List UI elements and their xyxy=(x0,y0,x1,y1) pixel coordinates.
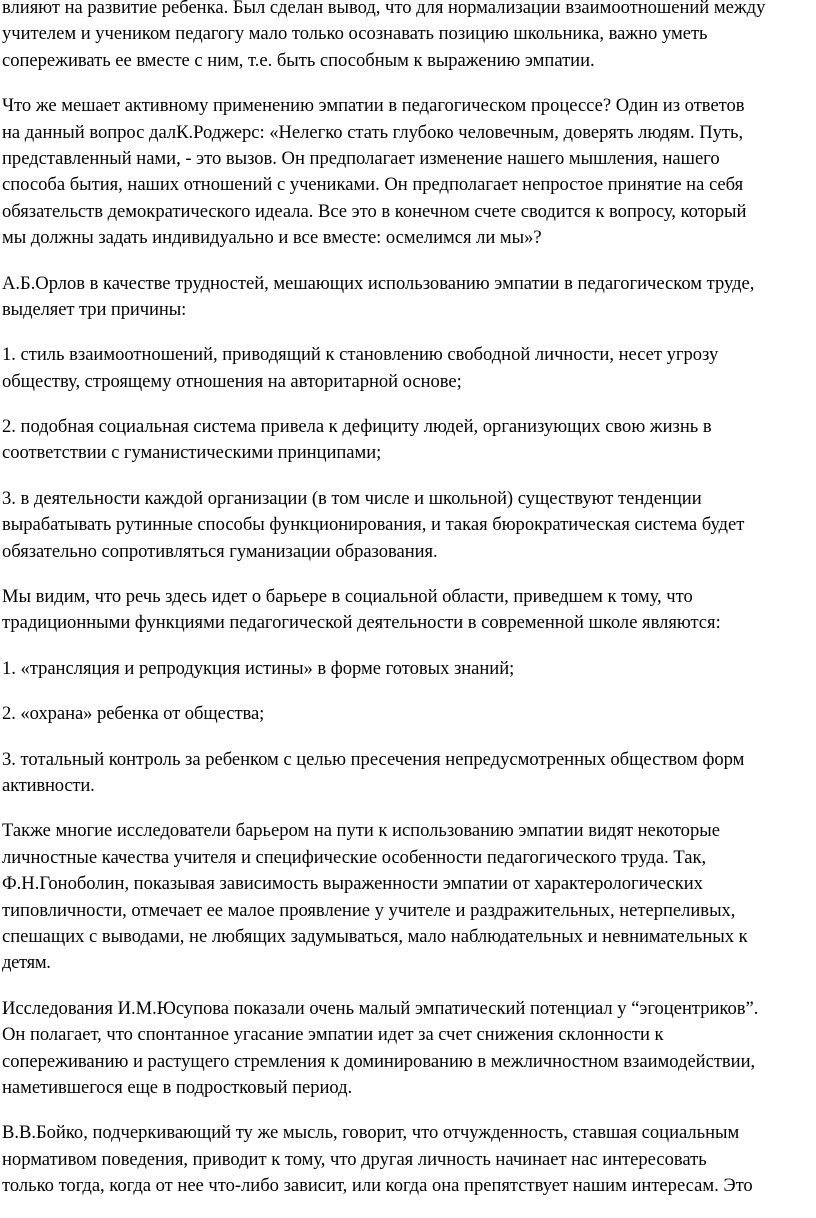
text-line: Мы видим, что речь здесь идет о барьере в социальной области, приведшем к тому, что xyxy=(2,586,693,608)
paragraph xyxy=(2,656,816,682)
text-line: активности. xyxy=(2,774,95,796)
text-line: влияют на развитие ребенка. Был сделан вывод, что для нормализации взаимоотношений между xyxy=(2,0,766,18)
text-line: 2. подобная социальная система привела к дефициту людей, организующих свою жизнь в xyxy=(2,416,712,438)
text-line: 1. стиль взаимоотношений, приводящий к становлению свободной личности, несет угрозу xyxy=(2,344,719,366)
paragraph xyxy=(2,342,816,395)
text-line: вырабатывать рутинные способы функционирования, и такая бюрократическая система будет xyxy=(2,514,745,536)
text-line: нормативом поведения, приводит к тому, что другая личность начинает нас интересовать xyxy=(2,1148,707,1170)
paragraph xyxy=(2,414,816,467)
text-line: соответствии с гуманистическими принципами; xyxy=(2,442,382,464)
paragraph xyxy=(2,0,816,74)
text-line: мы должны задать индивидуально и все вместе: осмелимся ли мы»? xyxy=(2,227,542,249)
text-line: обязательств демократического идеала. Все это в конечном счете сводится к вопросу, который xyxy=(2,200,747,222)
paragraph xyxy=(2,818,816,976)
text-line: на данный вопрос далК.Роджерс: «Нелегко стать глубоко человечным, доверять людям. Путь, xyxy=(2,121,744,143)
text-line: Также многие исследователи барьером на пути к использованию эмпатии видят некоторые xyxy=(2,820,720,842)
text-line: только тогда, когда от нее что-либо зависит, или когда она препятствует нашим интересам. Это xyxy=(2,1175,753,1197)
text-line: 2. «охрана» ребенка от общества; xyxy=(2,703,265,725)
text-line: А.Б.Орлов в качестве трудностей, мешающих использованию эмпатии в педагогическом труде, xyxy=(2,272,755,294)
text-line: Ф.Н.Гоноболин, показывая зависимость выраженности эмпатии от характерологических xyxy=(2,873,703,895)
text-line: обществу, строящему отношения на авторитарной основе; xyxy=(2,370,462,392)
text-line: сопереживанию и растущего стремления к доминированию в межличностном взаимодействии, xyxy=(2,1050,756,1072)
text-line: Он полагает, что спонтанное угасание эмпатии идет за счет снижения склонности к xyxy=(2,1024,664,1046)
text-line: сопереживать ее вместе с ним, т.е. быть способным к выражению эмпатии. xyxy=(2,49,595,71)
text-line: личностные качества учителя и специфические особенности педагогического труда. Так, xyxy=(2,846,707,868)
paragraph xyxy=(2,271,816,324)
paragraph xyxy=(2,747,816,800)
text-line: способа бытия, наших отношений с учениками. Он предполагает непростое принятие на себя xyxy=(2,174,744,196)
text-line: выделяет три причины: xyxy=(2,298,187,320)
text-line: представленный нами, - это вызов. Он предполагает изменение нашего мышления, нашего xyxy=(2,147,720,169)
text-line: обязательно сопротивляться гуманизации образования. xyxy=(2,540,438,562)
text-line: традиционными функциями педагогической деятельности в современной школе являются: xyxy=(2,612,721,634)
paragraph xyxy=(2,486,816,565)
text-line: 3. в деятельности каждой организации (в том числе и школьной) существуют тенденции xyxy=(2,487,702,509)
paragraph xyxy=(2,701,816,727)
text-line: 3. тотальный контроль за ребенком с целью пресечения непредусмотренных обществом форм xyxy=(2,748,745,770)
text-line: Исследования И.М.Юсупова показали очень малый эмпатический потенциал у “эгоцентриков”. xyxy=(2,997,759,1019)
paragraph xyxy=(2,584,816,637)
text-line: наметившегося еще в подростковый период. xyxy=(2,1076,353,1098)
paragraph xyxy=(2,1120,816,1199)
text-line: типовличности, отмечает ее малое проявление у учителе и раздражительных, нетерпеливых, xyxy=(2,899,736,921)
text-line: учителем и учеником педагогу мало только осознавать позицию школьника, важно уметь xyxy=(2,23,708,45)
text-line: В.В.Бойко, подчеркивающий ту же мысль, говорит, что отчужденность, ставшая социальным xyxy=(2,1122,740,1144)
paragraph xyxy=(2,93,816,251)
text-line: спешащих с выводами, не любящих задумываться, мало наблюдательных и невнимательных к xyxy=(2,925,748,947)
text-line: детям. xyxy=(2,952,51,974)
text-line: 1. «трансляция и репродукция истины» в форме готовых знаний; xyxy=(2,657,515,679)
paragraph xyxy=(2,996,816,1102)
text-line: Что же мешает активному применению эмпатии в педагогическом процессе? Один из ответов xyxy=(2,95,745,117)
